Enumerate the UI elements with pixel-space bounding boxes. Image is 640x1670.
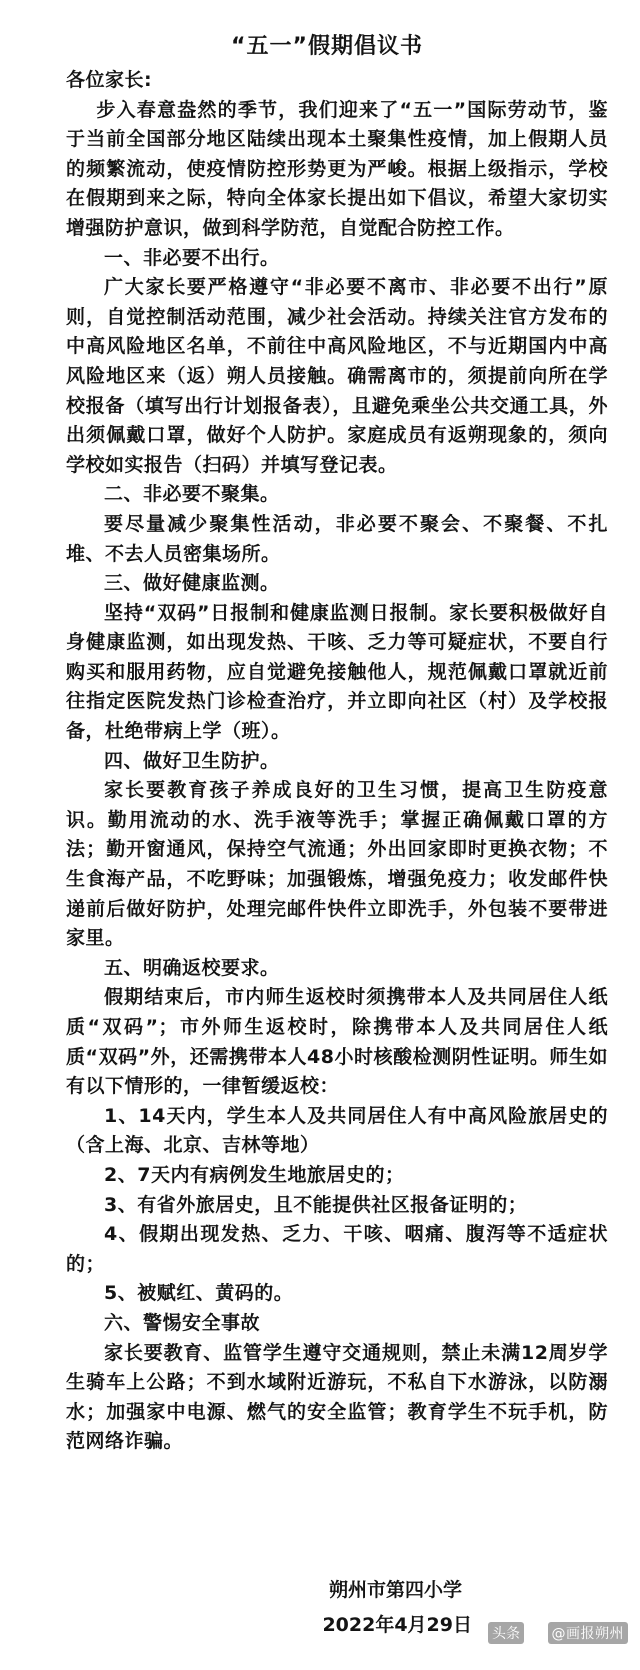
section-5-item-2: 2、7天内有病例发生地旅居史的； bbox=[104, 1163, 405, 1186]
section-4-body: 家长要教育孩子养成良好的卫生习惯，提高卫生防疫意识。勤用流动的水、洗手液等洗手；掌握正确佩戴口罩的方法；勤开窗通风，保持空气流通；外出回家即时更换衣物；不生食海产品，不吃野味；加强锻炼，增强免疫力；收发邮件快递前后做好防护，处理完邮件快件立即洗手，外包装不要带进家里。 bbox=[66, 779, 608, 950]
section-4-heading: 四、做好卫生防护。 bbox=[104, 749, 280, 772]
watermark-platform: 头条 bbox=[488, 1622, 524, 1644]
section-2-heading: 二、非必要不聚集。 bbox=[104, 483, 280, 506]
salutation: 各位家长: bbox=[66, 69, 153, 91]
section-5-item-5: 5、被赋红、黄码的。 bbox=[104, 1282, 294, 1305]
section-5-item-1: 1、14天内，学生本人及共同居住人有中高风险旅居史的（含上海、北京、吉林等地） bbox=[66, 1104, 608, 1157]
section-5-body: 假期结束后，市内师生返校时须携带本人及共同居住人纸质“双码”；市外师生返校时，除携带本人及共同居住人纸质“双码”外，还需携带本人48小时核酸检测阴性证明。师生如有以下情形的，一律暂缓返校： bbox=[66, 986, 608, 1098]
signature-organization: 朔州市第四小学 bbox=[328, 1579, 462, 1601]
section-5-item-3: 3、有省外旅居史，且不能提供社区报备证明的； bbox=[104, 1193, 528, 1216]
section-1-heading: 一、非必要不出行。 bbox=[104, 246, 280, 269]
document-title: “五一”假期倡议书 bbox=[231, 34, 423, 59]
section-5-heading: 五、明确返校要求。 bbox=[104, 956, 280, 979]
section-2-body: 要尽量减少聚集性活动，非必要不聚会、不聚餐、不扎堆、不去人员密集场所。 bbox=[66, 512, 608, 565]
section-6-heading: 六、警惕安全事故 bbox=[104, 1311, 261, 1334]
watermark-account: @画报朔州 bbox=[548, 1622, 629, 1644]
intro-paragraph: 步入春意盎然的季节，我们迎来了“五一”国际劳动节，鉴于当前全国部分地区陆续出现本土聚集性疫情，加上假期人员的频繁流动，使疫情防控形势更为严峻。根据上级指示，学校在假期到来之际，特向全体家长提出如下倡议，希望大家切实增强防护意识，做到科学防范，自觉配合防控工作。 bbox=[66, 98, 608, 239]
section-6-body: 家长要教育、监管学生遵守交通规则，禁止未满12周岁学生骑车上公路；不到水域附近游玩，不私自下水游泳，以防溺水；加强家中电源、燃气的安全监管；教育学生不玩手机，防范网络诈骗。 bbox=[66, 1341, 608, 1453]
section-1-body: 广大家长要严格遵守“非必要不离市、非必要不出行”原则，自觉控制活动范围，减少社会活动。持续关注官方发布的中高风险地区名单，不前往中高风险地区，不与近期国内中高风险地区来（返）朔人员接触。确需离市的，须提前向所在学校报备（填写出行计划报备表），且避免乘坐公共交通工具，外出须佩戴口罩，做好个人防护。家庭成员有返朔现象的，须向学校如实报告（扫码）并填写登记表。 bbox=[66, 276, 608, 476]
signature-date: 2022年4月29日 bbox=[322, 1614, 472, 1636]
section-3-heading: 三、做好健康监测。 bbox=[104, 572, 280, 595]
section-5-item-4: 4、假期出现发热、乏力、干咳、咽痛、腹泻等不适症状的； bbox=[66, 1223, 608, 1275]
section-3-body: 坚持“双码”日报制和健康监测日报制。家长要积极做好自身健康监测，如出现发热、干咳、乏力等可疑症状，不要自行购买和服用药物，应自觉避免接触他人，规范佩戴口罩就近前往指定医院发热门诊检查治疗，并立即向社区（村）及学校报备，杜绝带病上学（班）。 bbox=[66, 601, 608, 743]
